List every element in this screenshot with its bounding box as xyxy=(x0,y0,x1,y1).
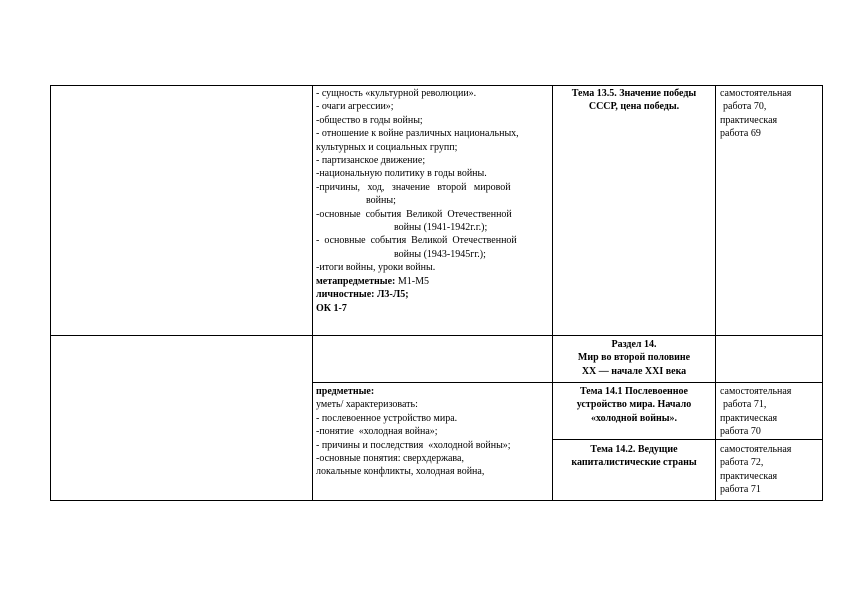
content-line: -причины, ход, значение второй мировой xyxy=(316,181,511,193)
content-line: локальные конфликты, холодная война, xyxy=(316,466,485,478)
column-divider-2 xyxy=(552,85,553,501)
row-divider-2 xyxy=(312,382,823,383)
work-line: самостоятельная xyxy=(720,88,792,99)
content-line: -основные понятия: сверхдержава, xyxy=(316,453,464,465)
row1-topic-cell xyxy=(553,87,715,114)
work-line: практическая xyxy=(720,114,778,126)
content-line: войны; xyxy=(366,195,396,207)
row1-content-cell xyxy=(316,87,548,315)
row-divider-3 xyxy=(552,439,823,440)
row3-work2-cell xyxy=(720,443,820,497)
column-divider-3 xyxy=(715,85,716,501)
content-line: - партизанское движение; xyxy=(316,155,426,167)
topic-line: Тема 13.5. Значение победы xyxy=(571,88,697,99)
topic-line: «холодной войны». xyxy=(590,412,678,424)
meta-results xyxy=(316,275,548,288)
work-line: самостоятельная xyxy=(720,386,792,397)
content-line: -общество в годы войны; xyxy=(316,114,423,126)
work-line: работа 70 xyxy=(720,426,761,438)
content-line: - причины и последствия «холодной войны»; xyxy=(316,439,511,451)
work-line: практическая xyxy=(720,412,778,424)
work-line: работа 71 xyxy=(720,484,761,496)
content-line: войны (1943-1945гг.); xyxy=(394,248,486,260)
work-line: работа 70, xyxy=(723,101,767,113)
ok-competencies: ОК 1-7 xyxy=(316,302,347,314)
meta-label: метапредметные: xyxy=(316,275,396,287)
table-left-border xyxy=(50,85,51,501)
row3-topic1-cell xyxy=(553,385,715,425)
work-line: работа 71, xyxy=(723,399,767,411)
content-line: - очаги агрессии»; xyxy=(316,101,394,113)
section-line: Мир во второй половине xyxy=(577,352,691,364)
table-bottom-border xyxy=(50,500,823,501)
content-line: войны (1941-1942г.г.); xyxy=(394,222,488,234)
work-line: работа 69 xyxy=(720,128,761,140)
row3-work1-cell xyxy=(720,385,820,439)
content-line: - основные события Великой Отечественной xyxy=(316,235,517,247)
row3-topic2-cell xyxy=(553,443,715,470)
content-line: уметь/ характеризовать: xyxy=(316,399,418,411)
row1-work-cell xyxy=(720,87,820,141)
content-line: -национальную политику в годы войны. xyxy=(316,168,487,180)
topic-line: Тема 14.2. Ведущие xyxy=(590,444,678,455)
content-line: -основные события Великой Отечественной xyxy=(316,208,512,220)
section-line: XX — начале XXI века xyxy=(581,365,687,377)
topic-line: СССР, цена победы. xyxy=(588,101,680,113)
content-line: - сущность «культурной революции». xyxy=(316,88,477,99)
row-divider-1 xyxy=(50,335,823,336)
content-line: - послевоенное устройство мира. xyxy=(316,412,458,424)
content-line: -понятие «холодная война»; xyxy=(316,426,438,438)
content-line: - отношение к войне различных национальных, xyxy=(316,128,519,140)
section-heading-cell xyxy=(553,338,715,378)
table-right-border xyxy=(822,85,823,501)
subject-results-label: предметные: xyxy=(316,386,375,397)
work-line: работа 72, xyxy=(720,457,764,469)
content-line: -итоги войны, уроки войны. xyxy=(316,262,436,274)
topic-line: устройство мира. Начало xyxy=(576,399,692,411)
meta-value: М1-М5 xyxy=(395,275,429,287)
content-line: культурных и социальных групп; xyxy=(316,141,458,153)
topic-line: Тема 14.1 Послевоенное xyxy=(580,386,688,397)
row3-content-cell xyxy=(316,385,548,479)
column-divider-1 xyxy=(312,85,313,501)
personal-results: личностные: Л3-Л5; xyxy=(316,289,409,301)
section-line: Раздел 14. xyxy=(611,339,657,350)
work-line: самостоятельная xyxy=(720,444,792,455)
table-top-border xyxy=(50,85,823,86)
work-line: практическая xyxy=(720,470,778,482)
topic-line: капиталистические страны xyxy=(571,457,697,469)
